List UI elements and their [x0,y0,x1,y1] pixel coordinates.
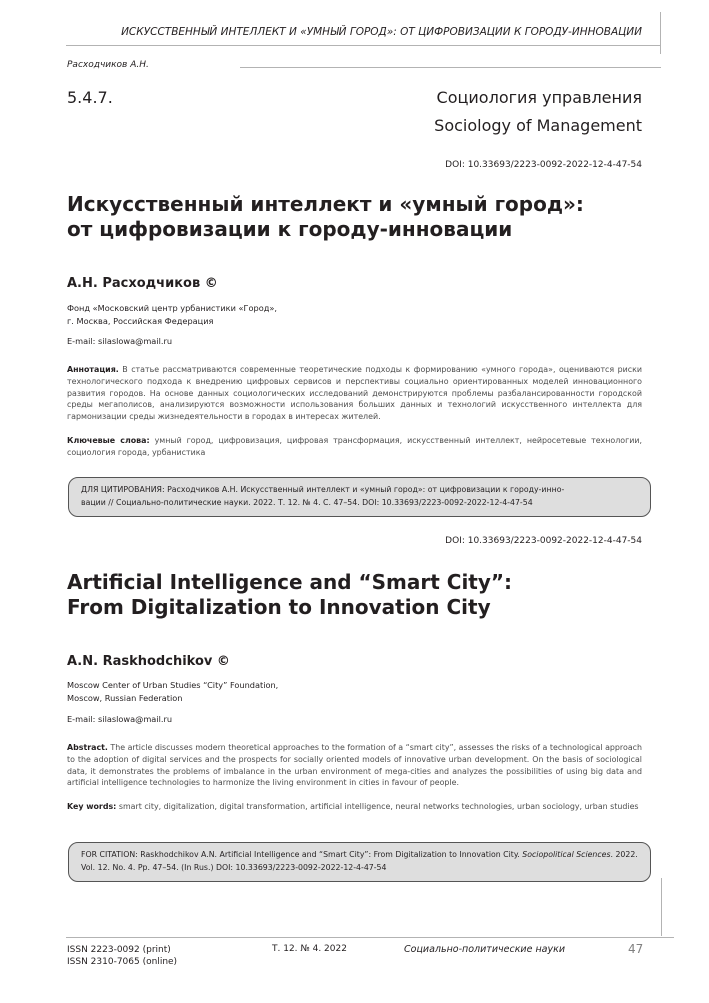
email-ru: E-mail: silaslowa@mail.ru [67,336,173,346]
section-name-ru: Социология управления [436,88,642,107]
citation-en-part1: FOR CITATION: Raskhodchikov A.N. Artificial Intelligence and “Smart City”: From Digitalization to Innovation City. [81,850,523,859]
footer-vertical-rule [661,878,662,936]
footer-volume: Т. 12. № 4. 2022 [272,944,347,954]
title-ru-line1: Искусственный интеллект и «умный город»: [67,192,584,216]
keywords-ru-text: умный город, цифровизация, цифровая трансформация, искусственный интеллект, нейросетевые технологии, социология города, урбанистика [67,436,642,457]
issn-print: ISSN 2223-0092 (print) [67,945,171,955]
page-number: 47 [628,942,644,956]
footer-issn [67,944,177,968]
author-en: A.N. Raskhodchikov © [67,654,230,669]
affiliation-en-line2: Moscow, Russian Federation [67,693,183,703]
affiliation-ru-line2: г. Москва, Российская Федерация [67,316,214,326]
affiliation-ru-line1: Фонд «Московский центр урбанистики «Город», [67,303,277,313]
section-number: 5.4.7. [67,88,113,107]
abstract-ru-label: Аннотация. [67,365,119,374]
affiliation-ru [67,302,277,328]
title-ru-line2: от цифровизации к городу-инновации [67,217,513,241]
header-vertical-rule [660,12,661,54]
abstract-ru [67,364,642,423]
footer-rule [66,937,674,938]
abstract-en-label: Abstract. [67,743,108,752]
email-en: E-mail: silaslowa@mail.ru [67,714,173,724]
keywords-en [67,801,642,813]
title-en-line1: Artificial Intelligence and “Smart City”: [67,570,513,594]
citation-ru-line2: вации // Социально-политические науки. 2022. Т. 12. № 4. С. 47–54. DOI: 10.33693/2223-0092-2022-12-4-47-54 [81,497,533,507]
citation-en-journal: Sociopolitical Sciences [522,850,611,859]
citation-en-part2: . 2022. Vol. 12. No. 4. Pp. 47–54. (In Rus.) DOI: 10.33693/2223-0092-2022-12-4-47-54 [81,850,638,872]
keywords-en-text: smart city, digitalization, digital transformation, artificial intelligence, neural networks technologies, urban sociology, urban studies [118,802,639,811]
affiliation-en [67,679,278,705]
abstract-en [67,742,642,789]
citation-box-ru [68,477,651,517]
keywords-en-label: Key words: [67,802,117,811]
section-name-en: Sociology of Management [434,116,642,135]
doi-ru: DOI: 10.33693/2223-0092-2022-12-4-47-54 [445,160,642,170]
affiliation-en-line1: Moscow Center of Urban Studies “City” Foundation, [67,680,279,690]
citation-box-en [68,842,651,882]
doi-en: DOI: 10.33693/2223-0092-2022-12-4-47-54 [445,536,642,546]
title-ru [67,192,649,242]
title-en-line2: From Digitalization to Innovation City [67,595,491,619]
abstract-ru-text: В статье рассматриваются современные теоретические подходы к формированию «умного города», оцениваются риски технологического подхода к внедрению цифровых сервисов и перспективы социально ориентированных моделей инновационного развития городов. На основе данных социологических исследований демонстрируются проблемы разбалансированности городской среды мегаполисов, анализируются возможности использования больших данных и технологий искусственного интеллекта для гармонизации среды жизнедеятельности в городах в интересах жителей. [67,365,642,422]
issn-online: ISSN 2310-7065 (online) [67,957,178,967]
author-rule [240,67,661,68]
running-author: Расходчиков А.Н. [67,60,149,70]
title-en [67,570,649,620]
author-ru: А.Н. Расходчиков © [67,276,218,291]
keywords-ru [67,435,642,459]
running-title: ИСКУССТВЕННЫЙ ИНТЕЛЛЕКТ И «УМНЫЙ ГОРОД»: ОТ ЦИФРОВИЗАЦИИ К ГОРОДУ-ИННОВАЦИИ [121,26,642,38]
citation-ru-line1: ДЛЯ ЦИТИРОВАНИЯ: Расходчиков А.Н. Искусственный интеллект и «умный город»: от цифровизации к городу-инно- [81,485,565,494]
footer-journal: Социально-политические науки [404,944,566,955]
header-rule [66,45,661,46]
abstract-en-text: The article discusses modern theoretical approaches to the formation of a “smart city”, assesses the risks of a technological approach to the adoption of digital services and the prospects for socially oriented models of innovative urban development. On the basis of sociological data, it demonstrates the problems of imbalance in the urban environment of mega-cities and analyzes the possibilities of using big data and artificial intelligence technologies to harmonize the living environment in cities in favour of people. [67,743,643,788]
keywords-ru-label: Ключевые слова: [67,436,150,445]
